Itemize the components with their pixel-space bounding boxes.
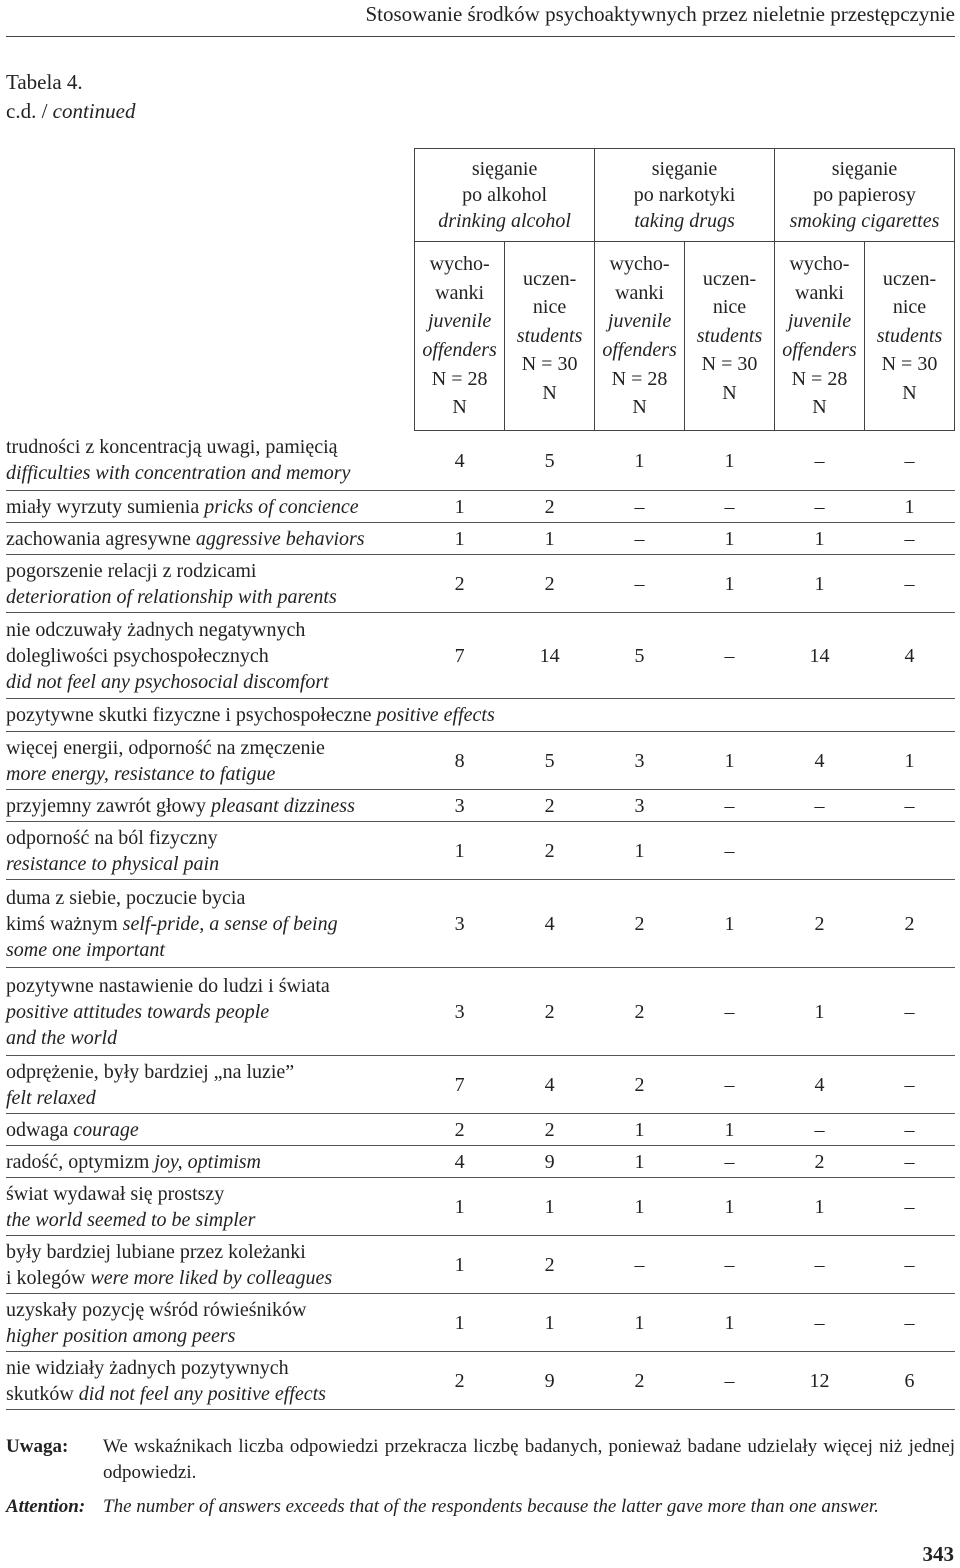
value-cell: 1 xyxy=(685,1294,775,1352)
table-row xyxy=(6,1056,955,1114)
value-cell: – xyxy=(685,1056,775,1114)
value-cell: 1 xyxy=(595,1178,685,1236)
value-cell: 1 xyxy=(595,1146,685,1178)
section-heading: pozytywne skutki fizyczne i psychospołeczne positive effects xyxy=(6,699,955,732)
value-cell: – xyxy=(864,555,954,613)
value-cell: – xyxy=(595,555,685,613)
note-text: We wskaźnikach liczba odpowiedzi przekracza liczbę badanych, ponieważ badane udzielały więcej niż jednej odpowiedzi. xyxy=(103,1436,955,1483)
value-cell: – xyxy=(685,790,775,822)
value-cell: 1 xyxy=(685,431,775,491)
row-label: odporność na ból fizyczny resistance to physical pain xyxy=(6,822,415,880)
value-cell: – xyxy=(864,1146,954,1178)
value-cell: – xyxy=(864,1056,954,1114)
value-cell: 8 xyxy=(415,732,505,790)
value-cell: – xyxy=(595,491,685,523)
value-cell: 2 xyxy=(505,1114,595,1146)
value-cell: 12 xyxy=(774,1352,864,1410)
value-cell: 2 xyxy=(774,880,864,968)
value-cell: 1 xyxy=(685,732,775,790)
subheader-offenders: wycho- wanki juvenile offenders N = 28 N xyxy=(774,242,864,431)
value-cell: – xyxy=(685,822,775,880)
attention-text: The number of answers exceeds that of the respondents because the latter gave more than one answer. xyxy=(103,1496,879,1517)
value-cell: 1 xyxy=(505,523,595,555)
running-head: Stosowanie środków psychoaktywnych przez nieletnie przestępczynie xyxy=(365,2,955,26)
value-cell: – xyxy=(685,1236,775,1294)
value-cell: – xyxy=(685,968,775,1056)
subheader-offenders: wycho- wanki juvenile offenders N = 28 N xyxy=(595,242,685,431)
table-row xyxy=(6,732,955,790)
row-label: nie odczuwały żadnych negatywnych dolegliwości psychospołecznych did not feel any psychosocial discomfort xyxy=(6,613,415,699)
value-cell: 4 xyxy=(505,1056,595,1114)
value-cell: – xyxy=(774,1114,864,1146)
value-cell: – xyxy=(864,1114,954,1146)
table-row xyxy=(6,1146,955,1178)
row-label: zachowania agresywne aggressive behaviors xyxy=(6,523,415,555)
value-cell: – xyxy=(595,523,685,555)
value-cell: 2 xyxy=(415,1114,505,1146)
value-cell: 1 xyxy=(774,968,864,1056)
value-cell: 1 xyxy=(774,555,864,613)
value-cell: – xyxy=(774,431,864,491)
table-row xyxy=(6,1178,955,1236)
value-cell: 1 xyxy=(685,555,775,613)
table-row xyxy=(6,491,955,523)
value-cell: 2 xyxy=(415,1352,505,1410)
page-number: 343 xyxy=(922,1542,954,1566)
value-cell: 3 xyxy=(415,880,505,968)
subheader-students: uczen- nice students N = 30 N xyxy=(685,242,775,431)
value-cell: 1 xyxy=(864,491,954,523)
subheader-students: uczen- nice students N = 30 N xyxy=(864,242,954,431)
value-cell: – xyxy=(864,1178,954,1236)
value-cell: 4 xyxy=(774,1056,864,1114)
value-cell: 9 xyxy=(505,1352,595,1410)
value-cell: 2 xyxy=(864,880,954,968)
group-header: sięganie po alkohol drinking alcohol xyxy=(415,149,595,242)
value-cell: 3 xyxy=(595,790,685,822)
value-cell: 1 xyxy=(415,491,505,523)
value-cell: – xyxy=(774,1294,864,1352)
value-cell: 2 xyxy=(595,1352,685,1410)
value-cell: 2 xyxy=(505,822,595,880)
value-cell: – xyxy=(864,968,954,1056)
value-cell: 4 xyxy=(415,1146,505,1178)
row-label: radość, optymizm joy, optimism xyxy=(6,1146,415,1178)
value-cell: 4 xyxy=(864,613,954,699)
value-cell: – xyxy=(774,491,864,523)
value-cell: 2 xyxy=(505,555,595,613)
value-cell xyxy=(864,822,954,880)
table-row xyxy=(6,790,955,822)
value-cell: – xyxy=(685,1352,775,1410)
results-table xyxy=(6,148,955,1410)
value-cell: 1 xyxy=(595,431,685,491)
value-cell: 1 xyxy=(774,523,864,555)
row-label: odprężenie, były bardziej „na luzie” felt relaxed xyxy=(6,1056,415,1114)
value-cell: 1 xyxy=(685,1114,775,1146)
row-label: trudności z koncentracją uwagi, pamięcią difficulties with concentration and memory xyxy=(6,431,415,491)
value-cell: 4 xyxy=(505,880,595,968)
value-cell: 14 xyxy=(774,613,864,699)
row-label: świat wydawał się prostszy the world seemed to be simpler xyxy=(6,1178,415,1236)
subheader-offenders: wycho- wanki juvenile offenders N = 28 N xyxy=(415,242,505,431)
table-number: Tabela 4. xyxy=(6,70,83,94)
value-cell: – xyxy=(864,1236,954,1294)
value-cell: 5 xyxy=(505,431,595,491)
table-row xyxy=(6,1294,955,1352)
table-row xyxy=(6,613,955,699)
row-label: nie widziały żadnych pozytywnych skutków did not feel any positive effects xyxy=(6,1352,415,1410)
value-cell: – xyxy=(864,790,954,822)
value-cell: 2 xyxy=(505,790,595,822)
value-cell: – xyxy=(864,431,954,491)
value-cell: – xyxy=(685,613,775,699)
value-cell: 2 xyxy=(595,1056,685,1114)
value-cell: 1 xyxy=(595,822,685,880)
row-label: przyjemny zawrót głowy pleasant dizziness xyxy=(6,790,415,822)
value-cell: – xyxy=(864,523,954,555)
value-cell: 1 xyxy=(415,822,505,880)
value-cell: 4 xyxy=(415,431,505,491)
value-cell: 1 xyxy=(864,732,954,790)
value-cell: 2 xyxy=(774,1146,864,1178)
value-cell: 2 xyxy=(505,968,595,1056)
value-cell: 1 xyxy=(685,1178,775,1236)
header-rule xyxy=(6,36,955,37)
subheader-students: uczen- nice students N = 30 N xyxy=(505,242,595,431)
table-row xyxy=(6,1236,955,1294)
table-row xyxy=(6,880,955,968)
row-label: odwaga courage xyxy=(6,1114,415,1146)
group-header-row xyxy=(6,149,955,242)
value-cell: 3 xyxy=(595,732,685,790)
row-label: pozytywne nastawienie do ludzi i świata positive attitudes towards people and the world xyxy=(6,968,415,1056)
value-cell xyxy=(774,822,864,880)
value-cell: 2 xyxy=(415,555,505,613)
row-label: więcej energii, odporność na zmęczenie more energy, resistance to fatigue xyxy=(6,732,415,790)
value-cell: – xyxy=(685,1146,775,1178)
value-cell: 9 xyxy=(505,1146,595,1178)
continued-label: c.d. / continued xyxy=(6,99,136,123)
value-cell: 1 xyxy=(415,1178,505,1236)
value-cell: 2 xyxy=(595,880,685,968)
value-cell: 1 xyxy=(685,523,775,555)
row-label: były bardziej lubiane przez koleżanki i kolegów were more liked by colleagues xyxy=(6,1236,415,1294)
table-row xyxy=(6,822,955,880)
group-header: sięganie po papierosy smoking cigarettes xyxy=(774,149,954,242)
value-cell: 6 xyxy=(864,1352,954,1410)
row-label: duma z siebie, poczucie bycia kimś ważnym self-pride, a sense of being some one important xyxy=(6,880,415,968)
value-cell: 3 xyxy=(415,968,505,1056)
value-cell: 3 xyxy=(415,790,505,822)
table-row xyxy=(6,968,955,1056)
row-label: uzyskały pozycję wśród rówieśników higher position among peers xyxy=(6,1294,415,1352)
value-cell: – xyxy=(595,1236,685,1294)
row-label: miały wyrzuty sumienia pricks of concience xyxy=(6,491,415,523)
table-row xyxy=(6,431,955,491)
value-cell: 2 xyxy=(505,491,595,523)
group-header: sięganie po narkotyki taking drugs xyxy=(595,149,775,242)
value-cell: – xyxy=(774,1236,864,1294)
value-cell: 7 xyxy=(415,613,505,699)
value-cell: 1 xyxy=(415,523,505,555)
value-cell: 1 xyxy=(595,1294,685,1352)
value-cell: 1 xyxy=(685,880,775,968)
value-cell: 2 xyxy=(505,1236,595,1294)
value-cell: 1 xyxy=(415,1236,505,1294)
attention-label: Attention: xyxy=(6,1496,86,1517)
value-cell: 5 xyxy=(595,613,685,699)
table-row xyxy=(6,523,955,555)
value-cell: 1 xyxy=(595,1114,685,1146)
value-cell: – xyxy=(864,1294,954,1352)
value-cell: 2 xyxy=(595,968,685,1056)
value-cell: 1 xyxy=(774,1178,864,1236)
value-cell: 1 xyxy=(505,1294,595,1352)
value-cell: – xyxy=(685,491,775,523)
table-row xyxy=(6,1114,955,1146)
table-row xyxy=(6,555,955,613)
table-row xyxy=(6,1352,955,1410)
table-caption xyxy=(6,68,135,126)
value-cell: 7 xyxy=(415,1056,505,1114)
value-cell: – xyxy=(774,790,864,822)
value-cell: 14 xyxy=(505,613,595,699)
section-row xyxy=(6,699,955,732)
row-label: pogorszenie relacji z rodzicami deterioration of relationship with parents xyxy=(6,555,415,613)
note-label: Uwaga: xyxy=(6,1436,69,1457)
value-cell: 1 xyxy=(505,1178,595,1236)
value-cell: 5 xyxy=(505,732,595,790)
value-cell: 1 xyxy=(415,1294,505,1352)
value-cell: 4 xyxy=(774,732,864,790)
